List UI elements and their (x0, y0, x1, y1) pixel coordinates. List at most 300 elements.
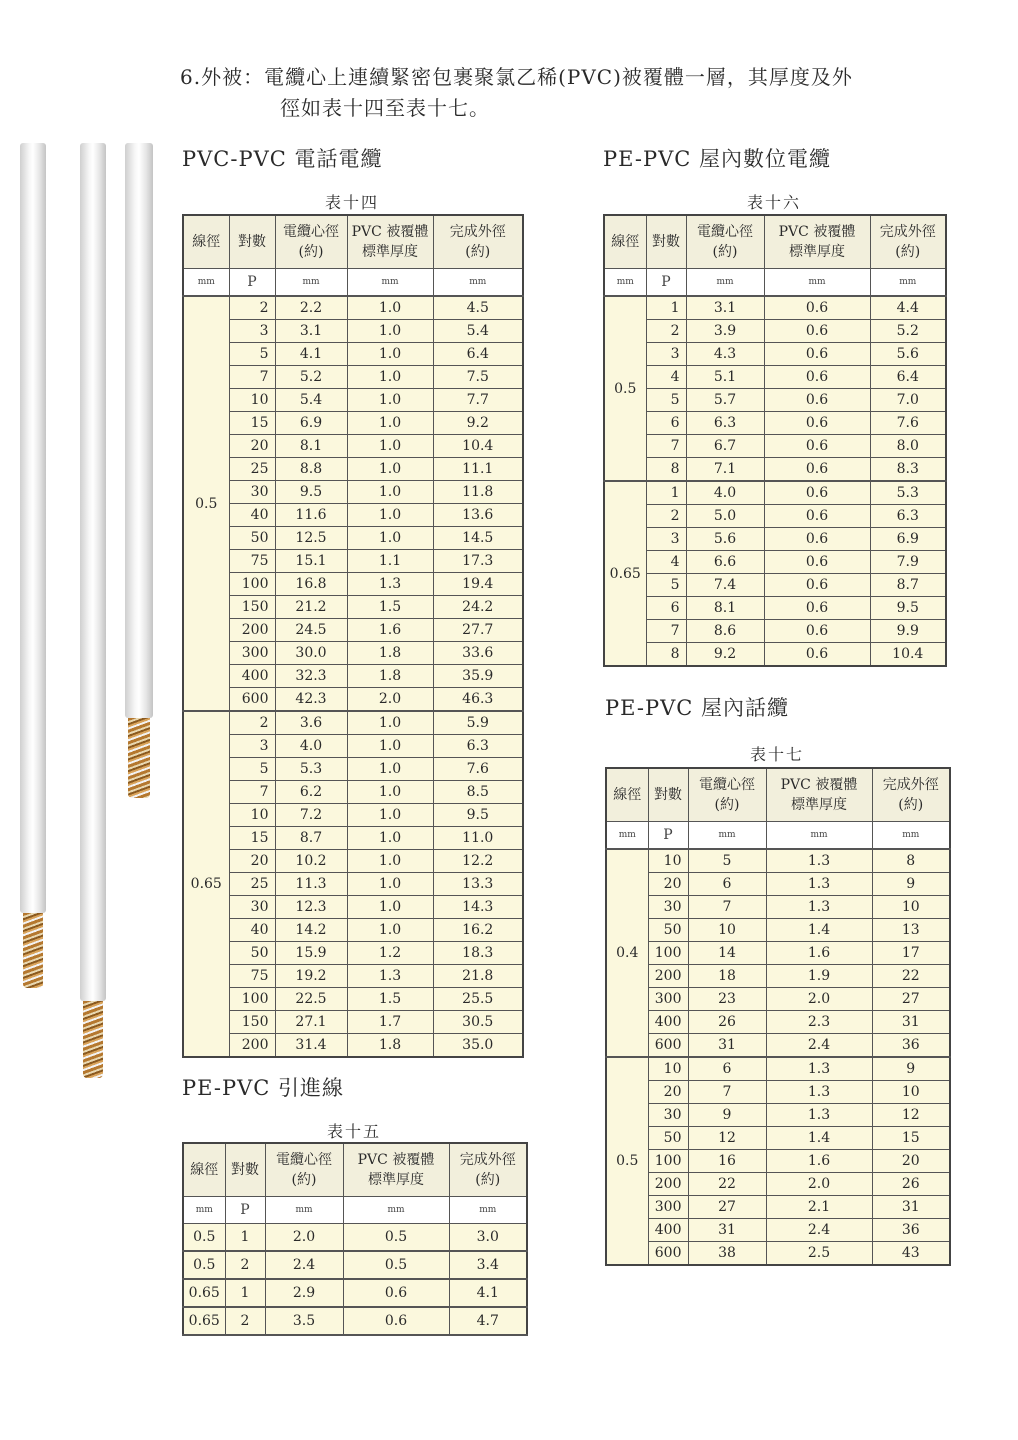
table-cell: 5.6 (686, 528, 764, 551)
table-row (183, 550, 523, 573)
column-header: 線徑 (604, 215, 646, 269)
table-cell: 2.5 (766, 1242, 872, 1266)
table-cell: 11.3 (275, 873, 347, 896)
table-cell: 1.3 (766, 873, 872, 896)
table-cell: 0.6 (764, 620, 870, 643)
table-cell: 100 (229, 573, 275, 596)
unit-cell: mm (870, 269, 946, 297)
column-header-line: 完成外徑 (459, 1152, 516, 1168)
column-header: 線徑 (606, 768, 648, 822)
table-cell: 26 (872, 1173, 950, 1196)
table-cell: 1.7 (347, 1011, 433, 1034)
table-cell: 1.1 (347, 550, 433, 573)
table-cell: 1 (225, 1279, 265, 1307)
table-cell: 16.8 (275, 573, 347, 596)
intro-line-2: 徑如表十四至表十七。 (280, 96, 490, 120)
table-cell: 30 (648, 1104, 688, 1127)
table-row (604, 481, 946, 505)
table-cell: 12.3 (275, 896, 347, 919)
table-cell: 0.6 (764, 574, 870, 597)
table-cell: 42.3 (275, 688, 347, 712)
table-cell: 1.6 (766, 1150, 872, 1173)
column-header (275, 215, 347, 269)
table-cell: 5.2 (275, 366, 347, 389)
table-cell: 19.2 (275, 965, 347, 988)
table-cell: 4.4 (870, 296, 946, 320)
table-cell: 100 (229, 988, 275, 1011)
table-body (183, 1224, 527, 1336)
table-cell: 10.4 (433, 435, 523, 458)
table-row (606, 896, 950, 919)
cable-image-left (20, 143, 46, 988)
table-row (604, 597, 946, 620)
table-row (606, 1196, 950, 1219)
table-cell: 50 (229, 527, 275, 550)
table-cell: 1.0 (347, 896, 433, 919)
table-cell: 1.8 (347, 1034, 433, 1058)
table-cell: 0.6 (764, 343, 870, 366)
unit-cell: P (225, 1197, 265, 1224)
table-row (183, 781, 523, 804)
table-cell: 31 (872, 1011, 950, 1034)
table-cell: 15 (229, 827, 275, 850)
table-cell: 400 (229, 665, 275, 688)
table-cell: 6.6 (686, 551, 764, 574)
table-cell: 1.0 (347, 366, 433, 389)
table-cell: 9.5 (870, 597, 946, 620)
column-header-line: (約) (898, 797, 924, 813)
table-cell: 1.0 (347, 412, 433, 435)
unit-cell: mm (347, 269, 433, 297)
column-header (343, 1143, 449, 1197)
unit-cell: mm (265, 1197, 343, 1224)
table-cell: 2 (229, 711, 275, 735)
column-header (347, 215, 433, 269)
table-cell: 11.8 (433, 481, 523, 504)
table-row (183, 481, 523, 504)
wire-gauge-cell: 0.4 (606, 849, 648, 1057)
table-cell: 11.1 (433, 458, 523, 481)
table-cell: 40 (229, 919, 275, 942)
table-cell: 2.3 (766, 1011, 872, 1034)
table-cell: 5.4 (275, 389, 347, 412)
table-cell: 4.5 (433, 296, 523, 320)
table-cell: 15 (872, 1127, 950, 1150)
table-cell: 10 (872, 1081, 950, 1104)
table-row (606, 988, 950, 1011)
table-row (183, 642, 523, 665)
table-cell: 6.4 (433, 343, 523, 366)
table-row (604, 528, 946, 551)
table-cell: 1.3 (347, 573, 433, 596)
table-cell: 1.0 (347, 458, 433, 481)
table-cell: 6.3 (870, 505, 946, 528)
table-cell: 1.5 (347, 988, 433, 1011)
table-cell: 5.3 (870, 481, 946, 505)
table-cell: 30.0 (275, 642, 347, 665)
table-cell: 20 (872, 1150, 950, 1173)
table-cell: 30 (648, 896, 688, 919)
table-cell: 1 (646, 481, 686, 505)
table-row (183, 896, 523, 919)
table-cell: 10 (688, 919, 766, 942)
table-row (604, 343, 946, 366)
table-cell: 36 (872, 1034, 950, 1058)
column-header: 對數 (648, 768, 688, 822)
column-header-line: PVC 被覆體 (351, 224, 429, 240)
table-cell: 27 (872, 988, 950, 1011)
table-row (183, 458, 523, 481)
table-row (183, 942, 523, 965)
table-cell: 0.6 (764, 528, 870, 551)
table-row (183, 1224, 527, 1252)
wire-gauge-cell: 0.5 (183, 296, 229, 711)
table-cell: 0.6 (764, 643, 870, 667)
section-title-pvc-pvc: PVC-PVC 電話電纜 (182, 147, 383, 171)
table-cell: 26 (688, 1011, 766, 1034)
table-cell: 7.9 (870, 551, 946, 574)
table-cell: 1.0 (347, 804, 433, 827)
table-cell: 13 (872, 919, 950, 942)
table-cell: 8.7 (870, 574, 946, 597)
table-cell: 400 (648, 1011, 688, 1034)
table-cell: 4 (646, 366, 686, 389)
table-cell: 1.0 (347, 827, 433, 850)
table-cell: 10.4 (870, 643, 946, 667)
table-row (606, 919, 950, 942)
table-cell: 6.2 (275, 781, 347, 804)
header-row (183, 1143, 527, 1197)
table-cell: 2.0 (766, 1173, 872, 1196)
table-cell: 25.5 (433, 988, 523, 1011)
units-row (183, 1197, 527, 1224)
table-row (606, 1011, 950, 1034)
table-cell: 50 (648, 919, 688, 942)
table-cell: 0.65 (183, 1307, 225, 1335)
table-cell: 12.5 (275, 527, 347, 550)
table-row (606, 942, 950, 965)
table-cell: 10 (648, 849, 688, 873)
table-cell: 8.5 (433, 781, 523, 804)
intro-line-1: 6.外被：電纜心上連續緊密包裹聚氯乙稀(PVC)被覆體一層，其厚度及外 (180, 65, 853, 89)
table-cell: 6 (646, 412, 686, 435)
table-row (183, 804, 523, 827)
table-cell: 1.9 (766, 965, 872, 988)
table-cell: 3 (229, 735, 275, 758)
table-cell: 0.6 (764, 435, 870, 458)
column-header-line: 標準厚度 (791, 797, 847, 813)
table-cell: 10 (872, 896, 950, 919)
table-row (606, 1150, 950, 1173)
table-cell: 2 (646, 320, 686, 343)
table-cell: 7.6 (433, 758, 523, 781)
table-cell: 9.2 (433, 412, 523, 435)
table-cell: 18.3 (433, 942, 523, 965)
column-header-line: 完成外徑 (449, 224, 506, 240)
unit-cell: mm (872, 822, 950, 850)
table-cell: 10 (648, 1057, 688, 1081)
table-cell: 17 (872, 942, 950, 965)
table-cell: 0.6 (764, 366, 870, 389)
table-row (606, 1034, 950, 1058)
table-cell: 7.6 (870, 412, 946, 435)
table-cell: 100 (648, 1150, 688, 1173)
table-cell: 75 (229, 965, 275, 988)
table-cell: 36 (872, 1219, 950, 1242)
table-cell: 200 (229, 619, 275, 642)
table-cell: 4.1 (275, 343, 347, 366)
table-row (183, 573, 523, 596)
table-row (183, 988, 523, 1011)
table-row (606, 1104, 950, 1127)
table-cell: 1.6 (347, 619, 433, 642)
column-header (764, 215, 870, 269)
table-cell: 27 (688, 1196, 766, 1219)
table-row (183, 873, 523, 896)
table-cell: 9.5 (433, 804, 523, 827)
table-cell: 0.6 (764, 505, 870, 528)
table-cell: 10 (229, 389, 275, 412)
section-title-pe-pvc-indoor: PE-PVC 屋內話纜 (605, 696, 789, 720)
table-cell: 5.3 (275, 758, 347, 781)
table-cell: 24.2 (433, 596, 523, 619)
table-cell: 13.6 (433, 504, 523, 527)
cable-image-right (125, 143, 153, 798)
column-header: 對數 (229, 215, 275, 269)
table-cell: 1.3 (766, 1104, 872, 1127)
table-cell: 33.6 (433, 642, 523, 665)
table-cell: 3 (646, 528, 686, 551)
column-header (870, 215, 946, 269)
table-row (183, 1279, 527, 1307)
column-header-line: PVC 被覆體 (778, 224, 856, 240)
table-row (606, 1127, 950, 1150)
table-cell: 3 (646, 343, 686, 366)
table-cell: 31 (688, 1219, 766, 1242)
table-cell: 2 (229, 296, 275, 320)
column-header-line: (約) (895, 244, 921, 260)
table-cell: 1.0 (347, 435, 433, 458)
table-cell: 13.3 (433, 873, 523, 896)
units-row (604, 269, 946, 297)
unit-cell: mm (343, 1197, 449, 1224)
table-cell: 15 (229, 412, 275, 435)
table-cell: 20 (229, 435, 275, 458)
table-cell: 2.0 (347, 688, 433, 712)
table-cell: 1.0 (347, 919, 433, 942)
table-cell: 300 (229, 642, 275, 665)
table-cell: 0.6 (343, 1279, 449, 1307)
table-row (183, 850, 523, 873)
table-cell: 25 (229, 458, 275, 481)
table-cell: 18 (688, 965, 766, 988)
table-row (604, 620, 946, 643)
table-cell: 23 (688, 988, 766, 1011)
table-cell: 5.2 (870, 320, 946, 343)
intro-text (180, 62, 980, 124)
table-row (183, 711, 523, 735)
table-cell: 5 (229, 758, 275, 781)
table-cell: 4.1 (449, 1279, 527, 1307)
table-cell: 0.6 (764, 320, 870, 343)
table-cell: 1.0 (347, 758, 433, 781)
table-cell: 43 (872, 1242, 950, 1266)
table-cell: 30 (229, 896, 275, 919)
table-row (604, 551, 946, 574)
table-cell: 15.1 (275, 550, 347, 573)
table-cell: 1.3 (766, 849, 872, 873)
table-cell: 7.1 (686, 458, 764, 482)
table-cell: 12.2 (433, 850, 523, 873)
table-cell: 8.8 (275, 458, 347, 481)
table-group (183, 711, 523, 1057)
table-cell: 2.0 (265, 1224, 343, 1252)
table-cell: 6.4 (870, 366, 946, 389)
table-cell: 9 (688, 1104, 766, 1127)
table-cell: 0.6 (764, 389, 870, 412)
column-header-line: (約) (291, 1172, 317, 1188)
table-cell: 2.2 (275, 296, 347, 320)
column-header (686, 215, 764, 269)
table-cell: 31 (872, 1196, 950, 1219)
table-row (604, 435, 946, 458)
table-15 (182, 1142, 528, 1336)
unit-cell: P (229, 269, 275, 297)
unit-cell: P (648, 822, 688, 850)
table-cell: 3.1 (275, 320, 347, 343)
table-cell: 6.7 (686, 435, 764, 458)
table-cell: 2 (225, 1307, 265, 1335)
column-header (449, 1143, 527, 1197)
table-cell: 5 (646, 389, 686, 412)
table-cell: 9 (872, 873, 950, 896)
table-row (604, 412, 946, 435)
table-cell: 35.0 (433, 1034, 523, 1058)
table-row (183, 366, 523, 389)
unit-cell: mm (275, 269, 347, 297)
table-cell: 1.0 (347, 781, 433, 804)
table-cell: 1.0 (347, 504, 433, 527)
table-cell: 2.9 (265, 1279, 343, 1307)
table-cell: 21.8 (433, 965, 523, 988)
column-header (766, 768, 872, 822)
column-header: 線徑 (183, 215, 229, 269)
table-cell: 20 (648, 1081, 688, 1104)
wire-gauge-cell: 0.5 (604, 296, 646, 481)
unit-cell: mm (764, 269, 870, 297)
table-cell: 22 (688, 1173, 766, 1196)
table-cell: 2 (225, 1251, 265, 1279)
table-row (183, 688, 523, 712)
column-header-line: (約) (712, 244, 738, 260)
table-row (183, 320, 523, 343)
table-cell: 14.5 (433, 527, 523, 550)
table-cell: 5.0 (686, 505, 764, 528)
table-row (183, 389, 523, 412)
table-cell: 2.4 (265, 1251, 343, 1279)
column-header-line: 完成外徑 (882, 777, 939, 793)
table-cell: 2.1 (766, 1196, 872, 1219)
unit-cell: mm (433, 269, 523, 297)
table-cell: 5.4 (433, 320, 523, 343)
table-cell: 0.6 (764, 296, 870, 320)
unit-cell: mm (606, 822, 648, 850)
table-row (604, 389, 946, 412)
table-cell: 300 (648, 1196, 688, 1219)
table-row (183, 735, 523, 758)
column-header-line: 標準厚度 (789, 244, 845, 260)
column-header-line: 電纜心徑 (697, 224, 753, 240)
table-cell: 1.3 (766, 896, 872, 919)
table-15-caption: 表十五 (326, 1122, 381, 1141)
table-row (604, 458, 946, 482)
table-cell: 16 (688, 1150, 766, 1173)
table-row (606, 965, 950, 988)
table-cell: 7.7 (433, 389, 523, 412)
column-header-line: (約) (298, 244, 324, 260)
table-cell: 1.0 (347, 735, 433, 758)
section-title-pe-pvc-digital: PE-PVC 屋內數位電纜 (603, 147, 831, 171)
units-row (606, 822, 950, 850)
table-cell: 7.2 (275, 804, 347, 827)
table-cell: 31.4 (275, 1034, 347, 1058)
table-row (183, 504, 523, 527)
table-cell: 1.0 (347, 873, 433, 896)
table-cell: 5 (646, 574, 686, 597)
table-row (606, 1173, 950, 1196)
table-cell: 15.9 (275, 942, 347, 965)
table-cell: 3.0 (449, 1224, 527, 1252)
table-row (604, 296, 946, 320)
column-header-line: 標準厚度 (368, 1172, 424, 1188)
column-header-line: (約) (475, 1172, 501, 1188)
table-cell: 17.3 (433, 550, 523, 573)
table-cell: 2.4 (766, 1219, 872, 1242)
table-cell: 8.6 (686, 620, 764, 643)
table-cell: 0.65 (183, 1279, 225, 1307)
table-cell: 2.4 (766, 1034, 872, 1058)
table-17 (605, 767, 951, 1266)
table-row (183, 435, 523, 458)
table-cell: 0.6 (764, 597, 870, 620)
table-cell: 30.5 (433, 1011, 523, 1034)
table-cell: 400 (648, 1219, 688, 1242)
wire-gauge-cell: 0.65 (183, 711, 229, 1057)
table-row (183, 758, 523, 781)
table-cell: 6 (688, 1057, 766, 1081)
table-cell: 1.3 (347, 965, 433, 988)
table-row (183, 619, 523, 642)
table-cell: 1.5 (347, 596, 433, 619)
table-cell: 21.2 (275, 596, 347, 619)
column-header (688, 768, 766, 822)
header-row (604, 215, 946, 269)
table-cell: 0.6 (343, 1307, 449, 1335)
table-cell: 35.9 (433, 665, 523, 688)
table-row (183, 1034, 523, 1058)
table-cell: 7.0 (870, 389, 946, 412)
unit-cell: P (646, 269, 686, 297)
table-cell: 1.0 (347, 343, 433, 366)
column-header (265, 1143, 343, 1197)
table-cell: 0.6 (764, 551, 870, 574)
table-17-caption: 表十七 (749, 745, 804, 764)
table-cell: 100 (648, 942, 688, 965)
table-cell: 4.3 (686, 343, 764, 366)
table-header (604, 215, 946, 296)
column-header: 對數 (646, 215, 686, 269)
table-cell: 8.0 (870, 435, 946, 458)
